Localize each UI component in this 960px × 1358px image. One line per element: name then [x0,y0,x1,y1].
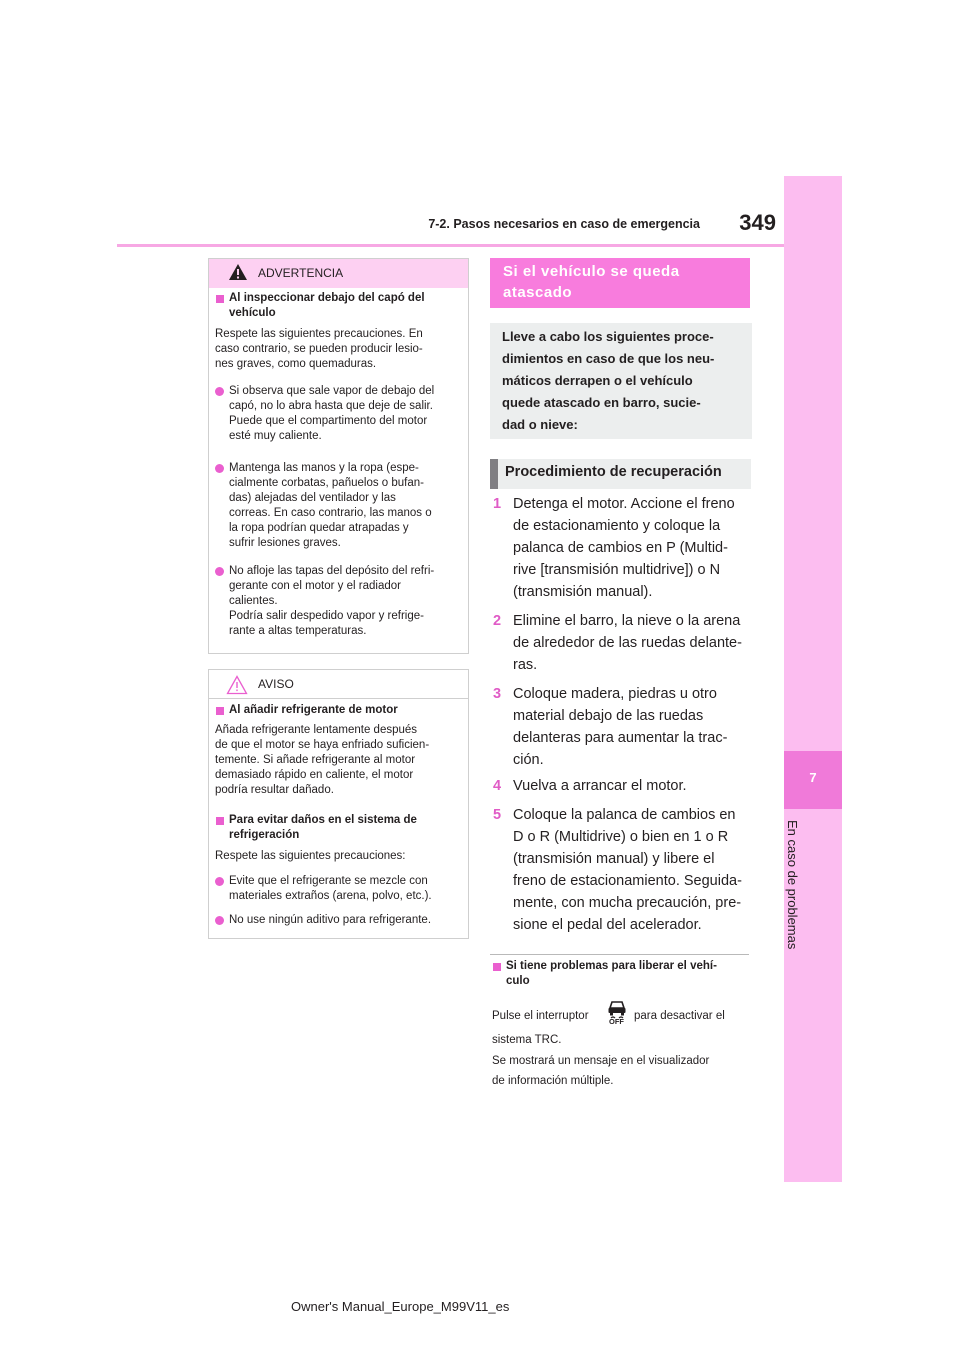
warning-intro-line: nes graves, como quemaduras. [215,358,377,370]
divider [490,954,749,955]
notice-body-line: demasiado rápido en caliente, el motor [215,769,414,781]
notice-body-line: Añada refrigerante lentamente después [215,724,418,736]
trc-off-icon [605,999,629,1029]
notice-body-line: podría resultar dañado. [215,784,334,796]
footer-text: Owner's Manual_Europe_M99V11_es [291,1299,510,1314]
trouble-text: Se mostrará un mensaje en el visualizador [492,1055,710,1067]
warning-bullet-line: sufrir lesiones graves. [229,537,341,549]
header-rule [117,244,784,247]
step-line: rive [transmisión multidrive]) o N [513,562,721,578]
step-line: Coloque la palanca de cambios en [513,807,736,823]
intro-line: dimientos en caso de que los neu- [502,351,715,366]
trouble-heading-line: culo [506,975,530,987]
warning-triangle-icon [228,263,248,281]
notice-heading: Al añadir refrigerante de motor [229,704,398,716]
notice-heading: refrigeración [229,829,300,841]
warning-bullet-line: esté muy caliente. [229,430,322,442]
page-number: 349 [739,210,776,235]
step-number: 5 [493,807,502,823]
warning-bullet-line: gerante con el motor y el radiador [229,580,401,592]
warning-bullet-line: calientes. [229,595,278,607]
round-bullet-icon [215,916,224,925]
section-title: 7-2. Pasos necesarios en caso de emergencia [428,217,700,231]
step-line: palanca de cambios en P (Multid- [513,540,728,556]
warning-heading-line: vehículo [229,307,276,319]
warning-bullet-line: Puede que el compartimento del motor [229,415,428,427]
square-bullet-icon [216,817,224,825]
step-line: ción. [513,752,544,768]
warning-intro-line: caso contrario, se pueden producir lesio- [215,343,423,355]
notice-bullet-line: No use ningún aditivo para refrigerante. [229,914,432,926]
step-line: Coloque madera, piedras u otro [513,686,717,702]
warning-label: ADVERTENCIA [258,266,344,280]
step-number: 1 [493,496,502,512]
step-line: sione el pedal del acelerador. [513,917,702,933]
section-title-line: atascado [503,284,573,301]
step-line: Elimine el barro, la nieve o la arena [513,613,741,629]
side-tab-strip [784,176,842,1182]
notice-body-line: de que el motor se haya enfriado suficien- [215,739,430,751]
warning-bullet-line: Mantenga las manos y la ropa (espe- [229,462,419,474]
step-number: 2 [493,613,502,629]
caution-triangle-icon [226,675,248,695]
warning-bullet-line: la ropa podrían quedar atrapadas y [229,522,409,534]
procedure-header-bar [490,459,498,489]
warning-bullet-line: correas. En caso contrario, las manos o [229,507,432,519]
step-line: material debajo de las ruedas [513,708,704,724]
notice-label: AVISO [258,677,294,691]
warning-bullet-line: cialmente corbatas, pañuelos o bufan- [229,477,424,489]
notice-bullet-line: materiales extraños (arena, polvo, etc.). [229,890,432,902]
round-bullet-icon [215,464,224,473]
warning-bullet-line: Podría salir despedido vapor y refrige- [229,610,424,622]
step-line: (transmisión manual). [513,584,653,600]
trouble-heading-line: Si tiene problemas para liberar el vehí- [506,960,717,972]
warning-bullet-line: rante a altas temperaturas. [229,625,367,637]
round-bullet-icon [215,877,224,886]
chapter-label: En caso de problemas [785,820,800,950]
square-bullet-icon [216,295,224,303]
step-line: mente, con mucha precaución, pre- [513,895,742,911]
warning-bullet-line: No afloje las tapas del depósito del refri- [229,565,435,577]
step-line: ras. [513,657,538,673]
step-number: 4 [493,778,502,794]
notice-bullet-line: Evite que el refrigerante se mezcle con [229,875,428,887]
warning-bullet-line: Si observa que sale vapor de debajo del [229,385,435,397]
step-line: de alrededor de las ruedas delante- [513,635,742,651]
step-number: 3 [493,686,502,702]
step-line: Detenga el motor. Accione el freno [513,496,735,512]
step-line: freno de estacionamiento. Seguida- [513,873,742,889]
trouble-text: sistema TRC. [492,1034,562,1046]
trc-off-label: OFF [609,1017,624,1026]
trouble-text: de información múltiple. [492,1075,614,1087]
chapter-number: 7 [809,770,817,785]
step-line: de estacionamiento y coloque la [513,518,721,534]
square-bullet-icon [216,707,224,715]
warning-bullet-line: das) alejadas del ventilador y las [229,492,396,504]
intro-line: Lleve a cabo los siguientes proce- [502,329,714,344]
section-title-line: Si el vehículo se queda [503,263,680,280]
intro-line: quede atascado en barro, sucie- [502,395,701,410]
warning-intro-line: Respete las siguientes precauciones. En [215,328,423,340]
warning-heading-line: Al inspeccionar debajo del capó del [229,292,425,304]
step-line: delanteras para aumentar la trac- [513,730,728,746]
round-bullet-icon [215,567,224,576]
intro-line: máticos derrapen o el vehículo [502,373,693,388]
step-line: D o R (Multidrive) o bien en 1 o R [513,829,729,845]
notice-intro: Respete las siguientes precauciones: [215,850,406,862]
round-bullet-icon [215,387,224,396]
step-line: (transmisión manual) y libere el [513,851,715,867]
step-line: Vuelva a arrancar el motor. [513,778,687,794]
trouble-text: Pulse el interruptor [492,1010,589,1022]
notice-heading: Para evitar daños en el sistema de [229,814,417,826]
trc-car-icon [605,999,629,1019]
warning-bullet-line: capó, no lo abra hasta que deje de salir. [229,400,433,412]
procedure-title: Procedimiento de recuperación [505,464,722,480]
intro-line: dad o nieve: [502,417,578,432]
trouble-text: para desactivar el [634,1010,725,1022]
square-bullet-icon [493,963,501,971]
notice-body-line: temente. Si añade refrigerante al motor [215,754,416,766]
